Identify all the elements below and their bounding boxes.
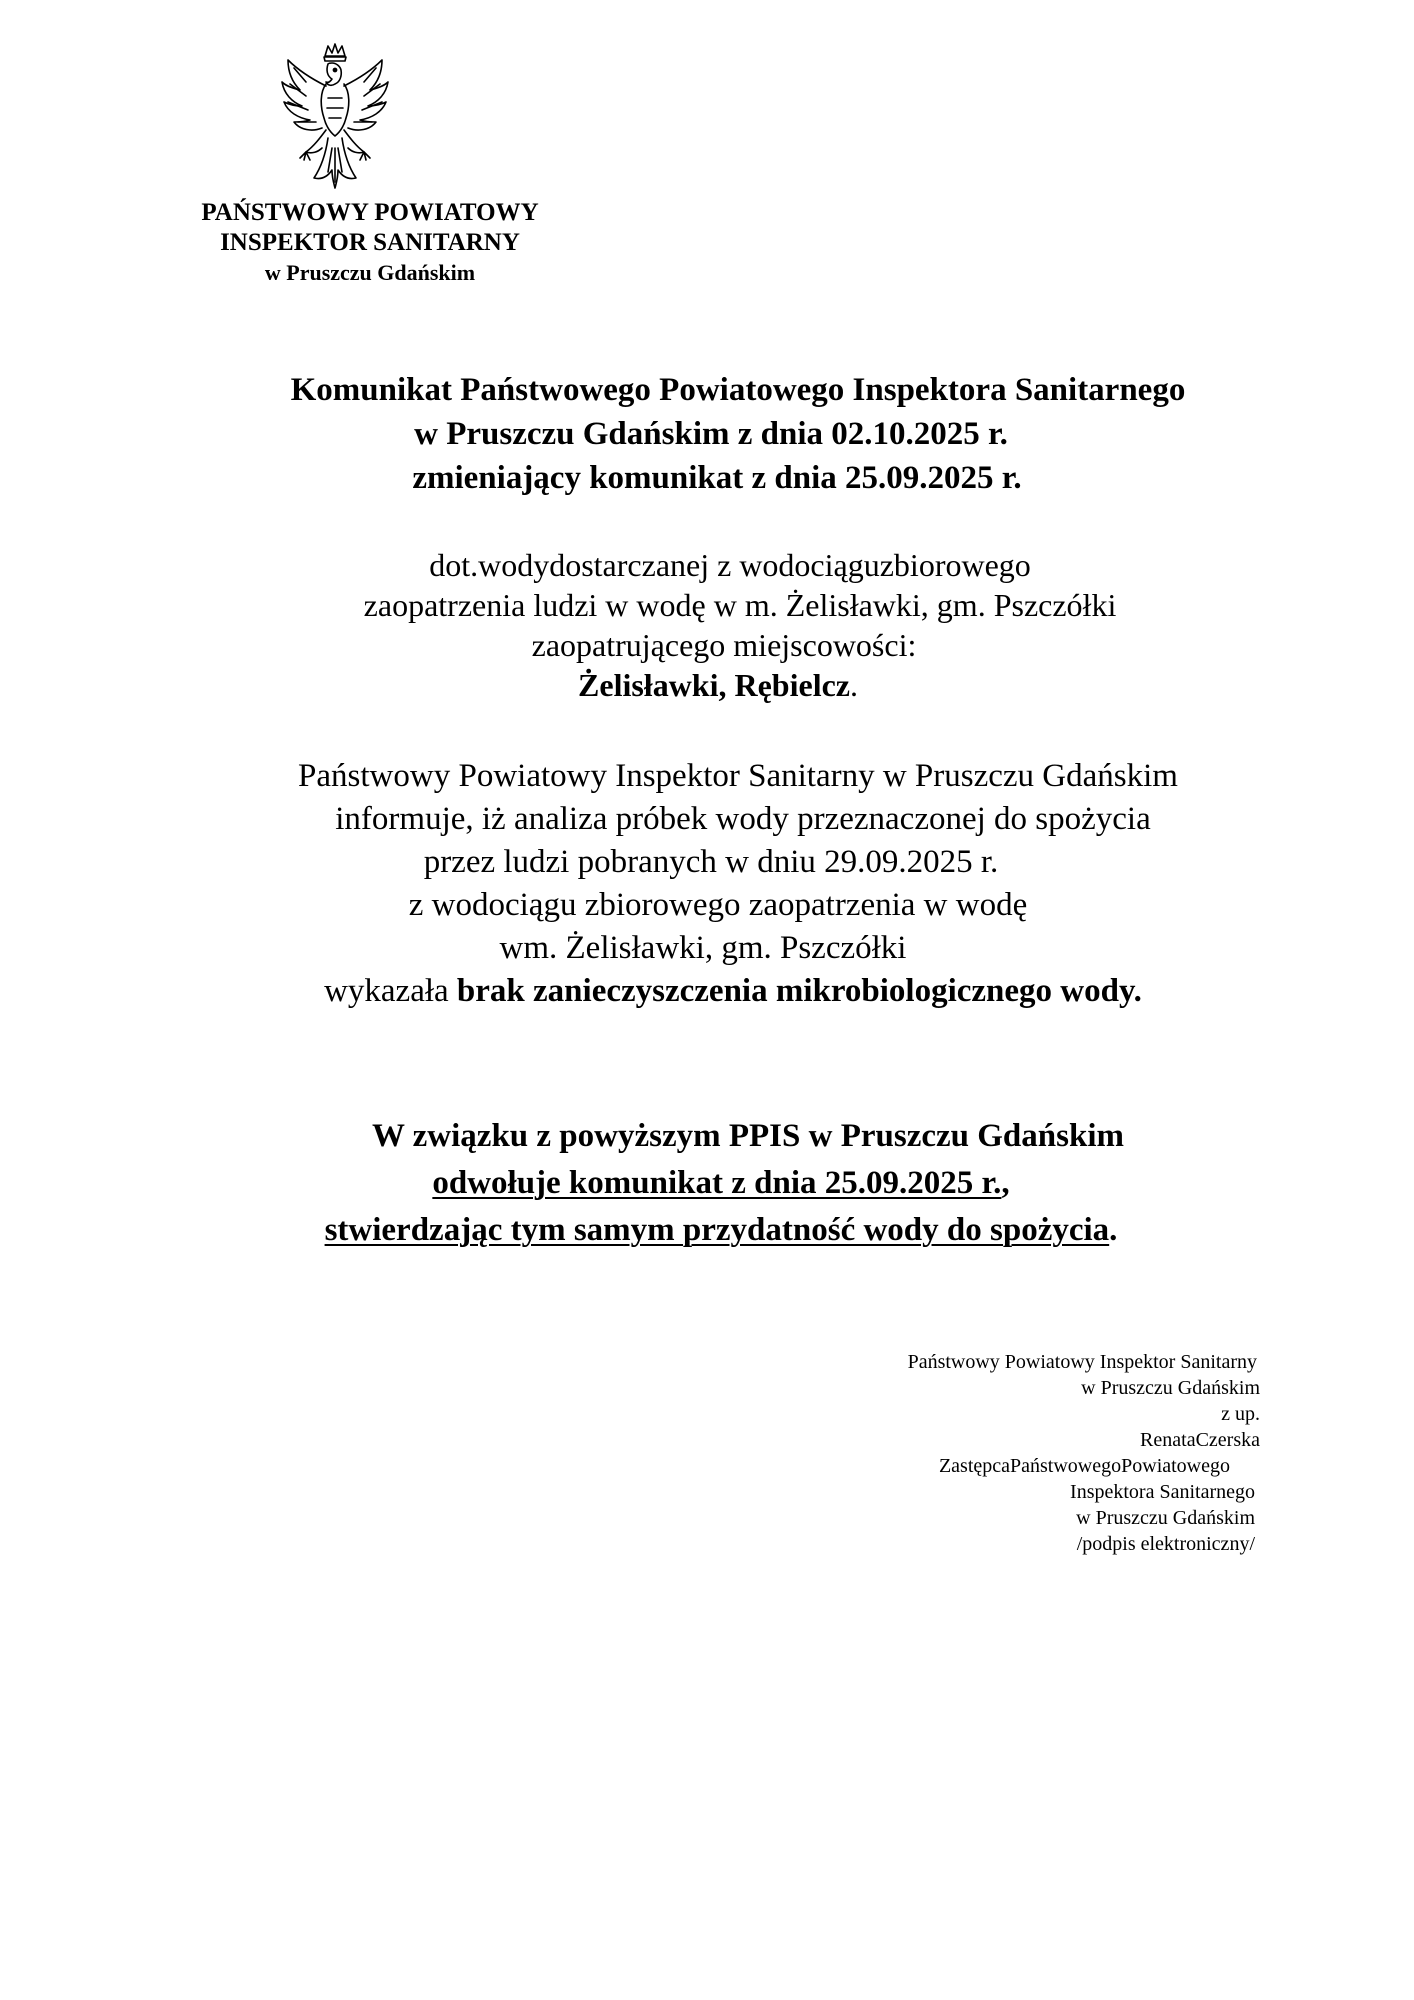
authority-header (170, 198, 570, 288)
signature-line: ZastępcaPaństwowegoPowiatowego (938, 1455, 1230, 1477)
signature-line: Inspektora Sanitarnego (1070, 1481, 1255, 1503)
signature-line: Państwowy Powiatowy Inspektor Sanitarny (907, 1351, 1257, 1373)
info-result-lead: wykazała (324, 973, 457, 1009)
subject-line: zaopatrującego miejscowości: (531, 627, 917, 663)
signature-line: w Pruszczu Gdańskim (1081, 1377, 1260, 1399)
authority-line: w Pruszczu Gdańskim (264, 260, 476, 285)
title-line: zmieniający komunikat z dnia 25.09.2025 r. (412, 460, 1022, 496)
conclusion-line: W związku z powyższym PPIS w Pruszczu Gdańskim (372, 1118, 1124, 1154)
authority-line: INSPEKTOR SANITARNY (220, 229, 520, 256)
signature-line: RenataCzerska (1140, 1429, 1260, 1451)
conclusion-line (28, 1160, 1414, 1207)
eagle-emblem-icon (270, 42, 400, 192)
localities-names: Żelisławki, Rębielcz (578, 667, 850, 703)
info-result-bold: brak zanieczyszczenia mikrobiologicznego wody. (456, 973, 1142, 1009)
conclusion-tail: , (1001, 1165, 1010, 1201)
title-line: w Pruszczu Gdańskim z dnia 02.10.2025 r. (414, 416, 1008, 452)
signature-line: /podpis elektroniczny/ (1076, 1533, 1255, 1555)
subject-localities (22, 665, 1414, 705)
info-line: wm. Żelisławki, gm. Pszczółki (499, 930, 907, 966)
localities-period: . (849, 667, 858, 703)
conclusion-line (28, 1207, 1414, 1254)
title-line: Komunikat Państwowego Powiatowego Inspektora Sanitarnego (290, 372, 1186, 408)
info-line: z wodociągu zbiorowego zaopatrzenia w wodę (408, 887, 1028, 923)
subject-line: zaopatrzenia ludzi w wodę w m. Żelisławki, gm. Pszczółki (363, 587, 1117, 623)
signature-line: w Pruszczu Gdańskim (1076, 1507, 1255, 1529)
authority-line: PAŃSTWOWY POWIATOWY (201, 199, 539, 226)
document-title (0, 368, 1414, 500)
conclusion-underlined: odwołuje komunikat z dnia 25.09.2025 r. (432, 1165, 1002, 1201)
subject-block (0, 545, 1414, 705)
info-paragraph (0, 755, 1414, 1013)
conclusion-underlined: stwierdzając tym samym przydatność wody do spożycia (324, 1212, 1110, 1248)
signature-line: z up. (1221, 1403, 1260, 1425)
info-line: Państwowy Powiatowy Inspektor Sanitarny w Pruszczu Gdańskim (298, 758, 1178, 794)
signature-block (800, 1349, 1260, 1557)
info-line: informuje, iż analiza próbek wody przeznaczonej do spożycia (335, 801, 1151, 837)
subject-line: dot.wodydostarczanej z wodociąguzbiorowego (429, 547, 1031, 583)
conclusion-tail: . (1109, 1212, 1118, 1248)
conclusion-block (0, 1113, 1414, 1254)
info-line: przez ludzi pobranych w dniu 29.09.2025 r. (423, 844, 999, 880)
info-result-line (52, 970, 1414, 1013)
